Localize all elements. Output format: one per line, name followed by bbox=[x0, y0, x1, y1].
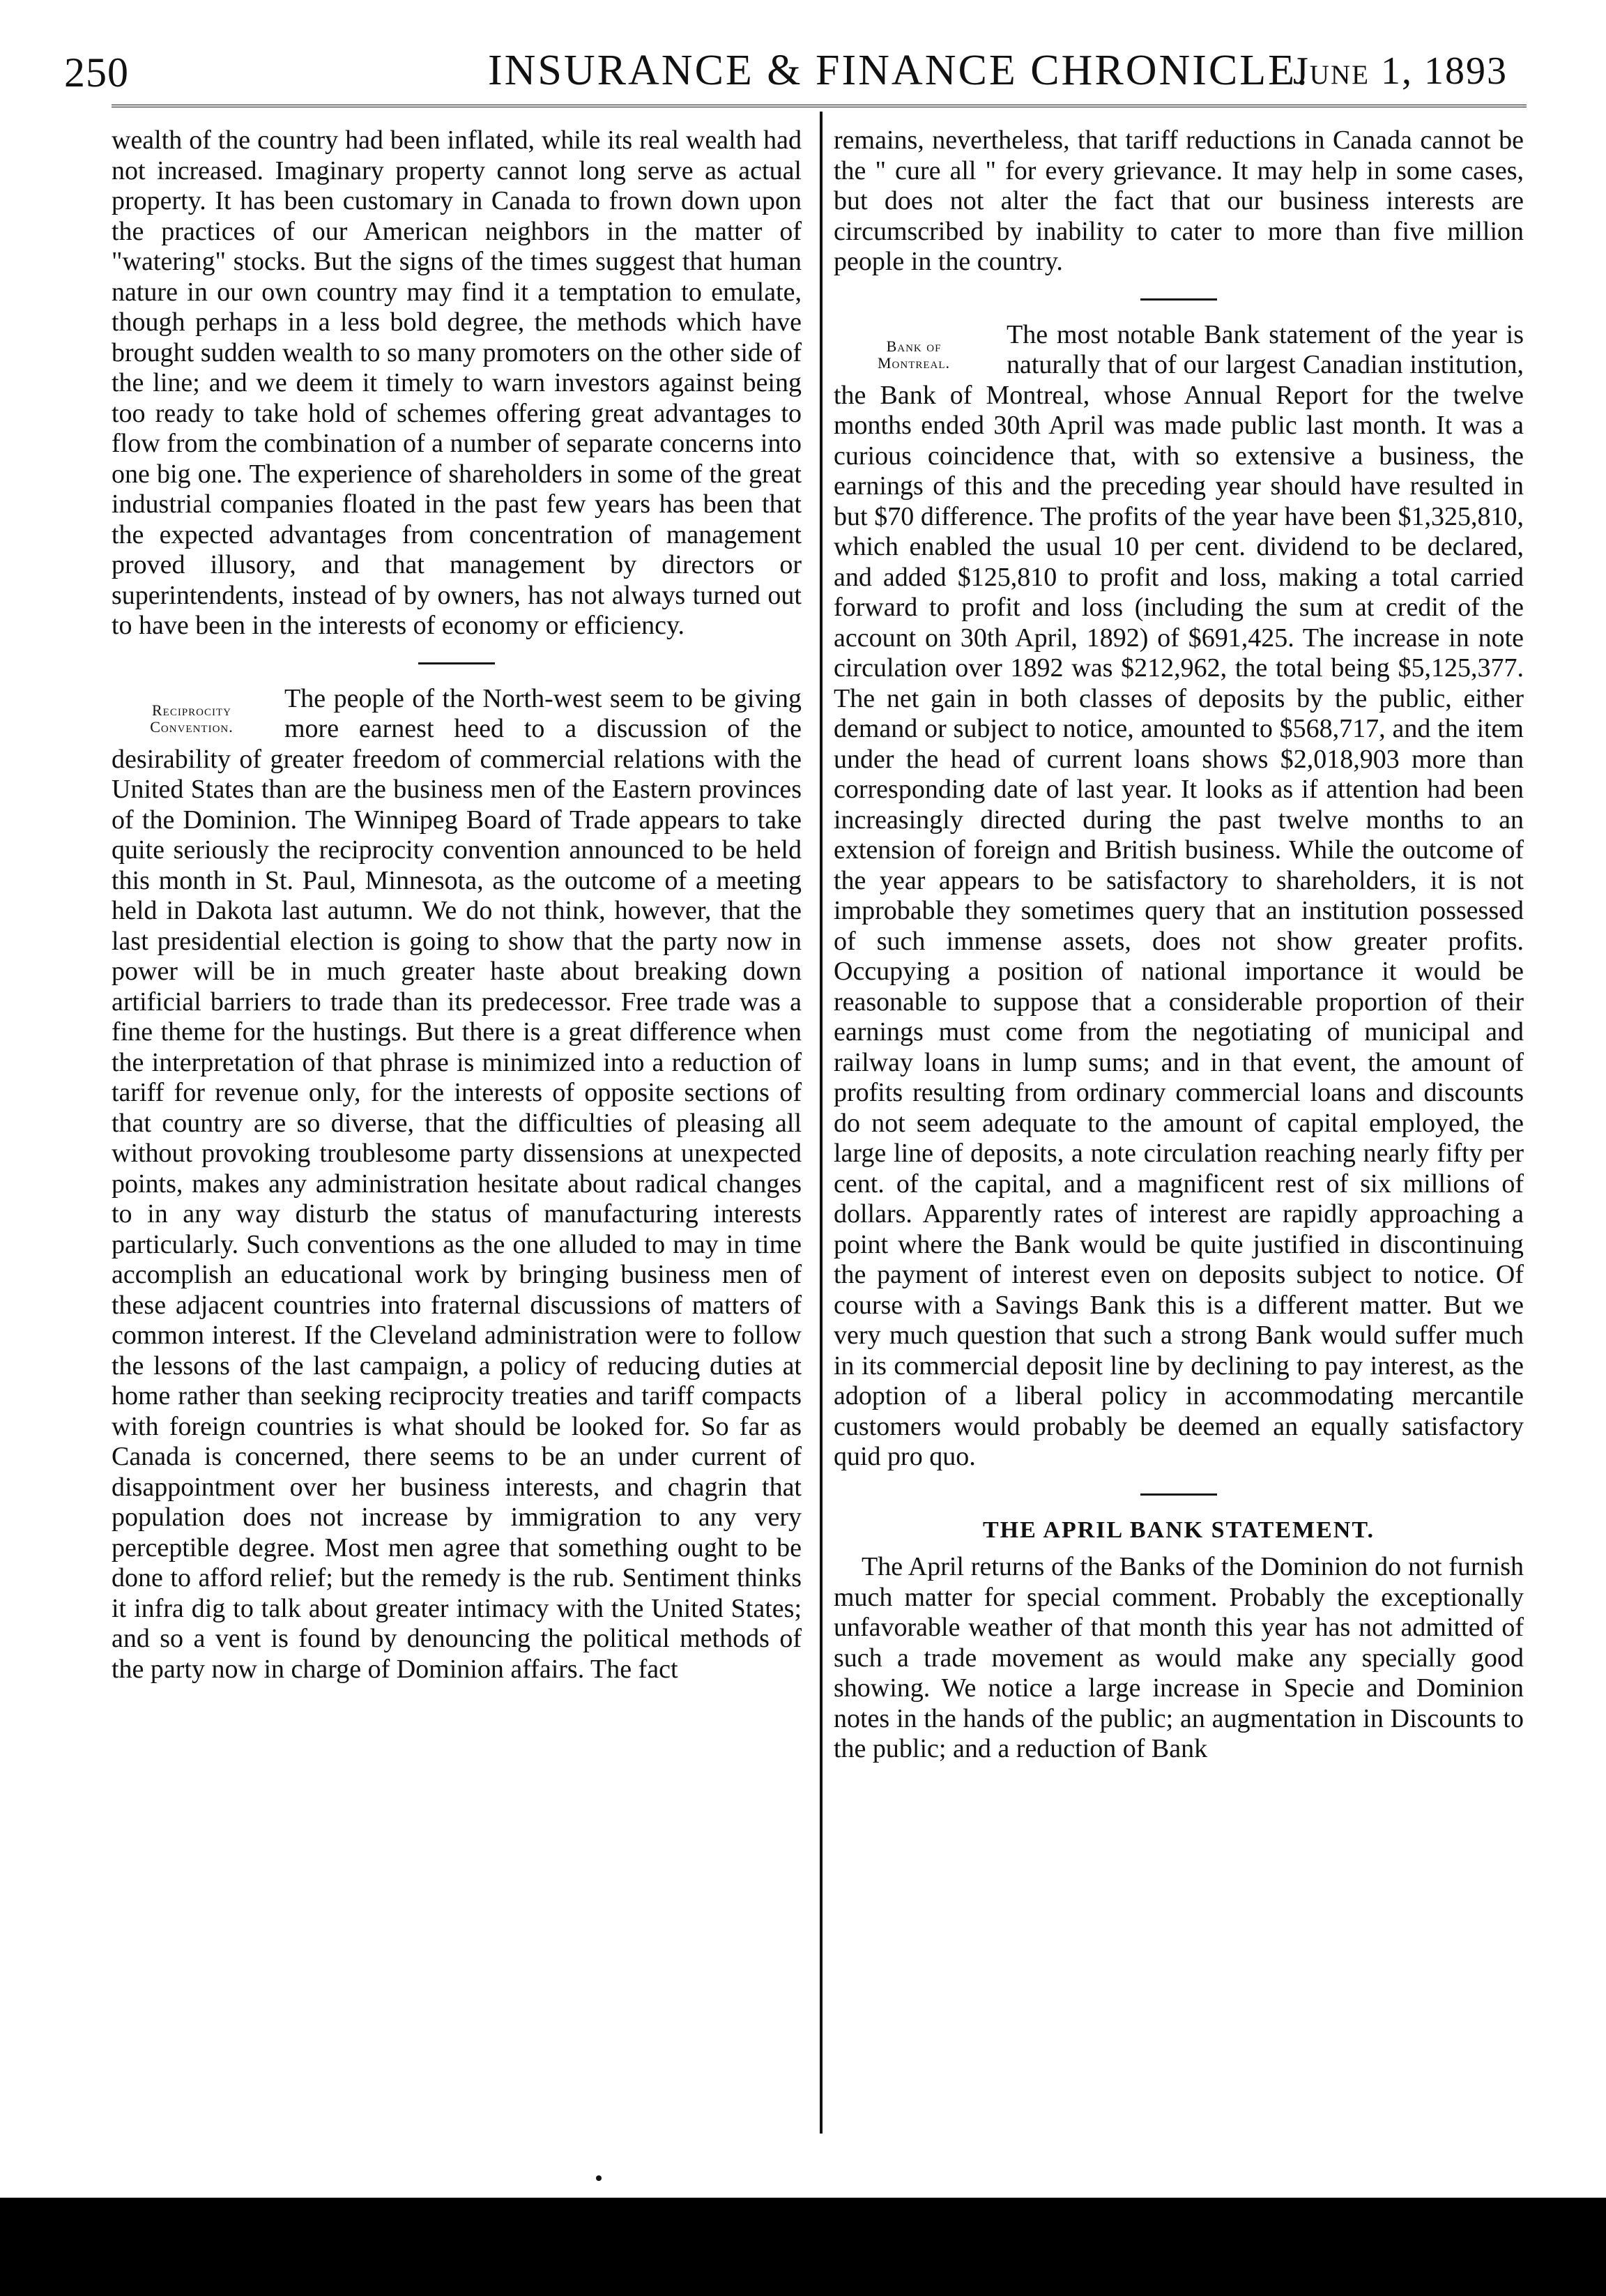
article-paragraph: The April returns of the Banks of the Dominion do not furnish much matter for special comment. Probably the exceptionally unfavorable weather of that month this year has not admitted of such a trade movement as would make any specially good showing. We notice a large increase in Specie and Dominion notes in the hands of the public; an augmentation in Discounts to the public; and a reduction of Bank bbox=[834, 1552, 1524, 1763]
side-label-line: Montreal. bbox=[877, 353, 951, 372]
side-label-bank-of-montreal bbox=[834, 320, 994, 372]
journal-title: INSURANCE & FINANCE CHRONICLE. bbox=[488, 47, 1310, 94]
section-separator bbox=[1140, 1493, 1217, 1496]
article-paragraph: remains, nevertheless, that tariff reductions in Canada cannot be the " cure all " for every grievance. It may help in some cases, but does not alter the fact that our business interests are circumscribed by inability to cater to more than five million people in the country. bbox=[834, 126, 1524, 276]
article-paragraph: The most notable Bank statement of the year is naturally that of our largest Canadian institution, the Bank of Montreal, whose Annual Report for the twelve months ended 30th April was made public last month. It was a curious coincidence that, with so extensive a business, the earnings of this and the preceding year should have resulted in but $70 difference. The profits of the year have been $1,325,810, which enabled the usual 10 per cent. dividend to be declared, and added $125,810 to profit and loss, making a total carried forward to profit and loss (including the sum at credit of the account on 30th April, 1892) of $691,425. The increase in note circulation over 1892 was $212,962, the total being $5,125,377. The net gain in both classes of deposits by the public, either demand or subject to notice, amounted to $568,717, and the item under the head of current loans shows $2,018,903 more than corresponding date of last year. It looks as if attention had been increasingly directed during the past twelve months to an extension of foreign and British business. While the outcome of the year appears to be satisfactory to shareholders, it is not improbable they sometimes query that an institution possessed of such immense assets, does not show greater profits. Occupying a position of national importance it would be reasonable to suppose that a considerable proportion of their earnings must come from the negotiating of municipal and railway loans in lump sums; and in that event, the amount of profits resulting from ordinary commercial loans and discounts do not seem adequate to the amount of capital employed, the large line of deposits, a note circulation reaching nearly fifty per cent. of the capital, and a magnificent rest of six millions of dollars. Apparently rates of interest are rapidly approaching a point where the Bank would be quite justified in discontinuing the payment of interest even on deposits subject to notice. Of course with a Savings Bank this is a different matter. But we very much question that such a strong Bank would suffer much in its commercial deposit line by declining to pay interest, as the adoption of a liberal policy in accommodating mercantile customers would probably be deemed an equally satisfactory quid pro quo. bbox=[834, 319, 1524, 1471]
ink-dot bbox=[596, 2175, 602, 2181]
section-separator bbox=[418, 662, 495, 664]
section-heading: THE APRIL BANK STATEMENT. bbox=[983, 1516, 1375, 1543]
issue-date: June 1, 1893 bbox=[1293, 50, 1508, 93]
side-label-line: Convention. bbox=[150, 717, 234, 736]
left-column bbox=[112, 126, 802, 1685]
article-paragraph: The people of the North-west seem to be giving more earnest heed to a discussion of the desirability of greater freedom of commercial relations with the United States than are the business men of the Eastern provinces of the Dominion. The Winnipeg Board of Trade appears to take quite seriously the reciprocity convention announced to be held this month in St. Paul, Minnesota, as the outcome of a meeting held in Dakota last autumn. We do not think, however, that the last presidential election is going to show that the party now in power will be in much greater haste about breaking down artificial barriers to trade than its predecessor. Free trade was a fine theme for the hustings. But there is a great difference when the interpretation of that phrase is minimized into a reduction of tariff for revenue only, for the interests of opposite sections of that country are so diverse, that the difficulties of pleasing all without provoking troublesome party dissensions at unexpected points, makes any administration hesitate about radical changes to in any way disturb the status of manufacturing interests particularly. Such conventions as the one alluded to may in time accomplish an educational work by bringing business men of these adjacent countries into fraternal discussions of matters of common interest. If the Cleveland administration were to follow the lessons of the last campaign, a policy of reducing duties at home rather than seeking reciprocity treaties and tariff compacts with foreign countries is what should be looked for. So far as Canada is concerned, there seems to be an under current of disappointment over her business interests, and chagrin that population does not increase by immigration to any very perceptible degree. Most men agree that something ought to be done to afford relief; but the remedy is the rub. Sentiment thinks it infra dig to talk about greater intimacy with the United States; and so a vent is found by denouncing the political methods of the party now in charge of Dominion affairs. The fact bbox=[112, 683, 802, 1684]
article-paragraph: wealth of the country had been inflated, while its real wealth had not increased. Imaginary property cannot long serve as actual property. It has been customary in Canada to frown down upon the practices of our American neighbors in the matter of "watering" stocks. But the signs of the times suggest that human nature in our own country may find it a temptation to emulate, though perhaps in a less bold degree, the methods which have brought sudden wealth to so many promoters on the other side of the line; and we deem it timely to warn investors against being too ready to take hold of schemes offering great advantages to flow from the combination of a number of separate concerns into one big one. The experience of shareholders in some of the great industrial companies floated in the past few years has been that the expected advantages from concentration of management proved illusory, and that management by directors or superintendents, instead of by owners, has not always turned out to have been in the interests of economy or efficiency. bbox=[112, 126, 802, 640]
page-number: 250 bbox=[64, 50, 129, 96]
side-label-reciprocity bbox=[112, 684, 272, 736]
side-label-line: Bank of bbox=[886, 337, 942, 355]
header-rule bbox=[112, 105, 1527, 107]
section-separator bbox=[1140, 298, 1217, 301]
column-divider bbox=[820, 112, 823, 2134]
side-label-line: Reciprocity bbox=[151, 701, 231, 719]
scan-border bbox=[0, 2198, 1606, 2296]
right-column bbox=[834, 126, 1524, 1765]
